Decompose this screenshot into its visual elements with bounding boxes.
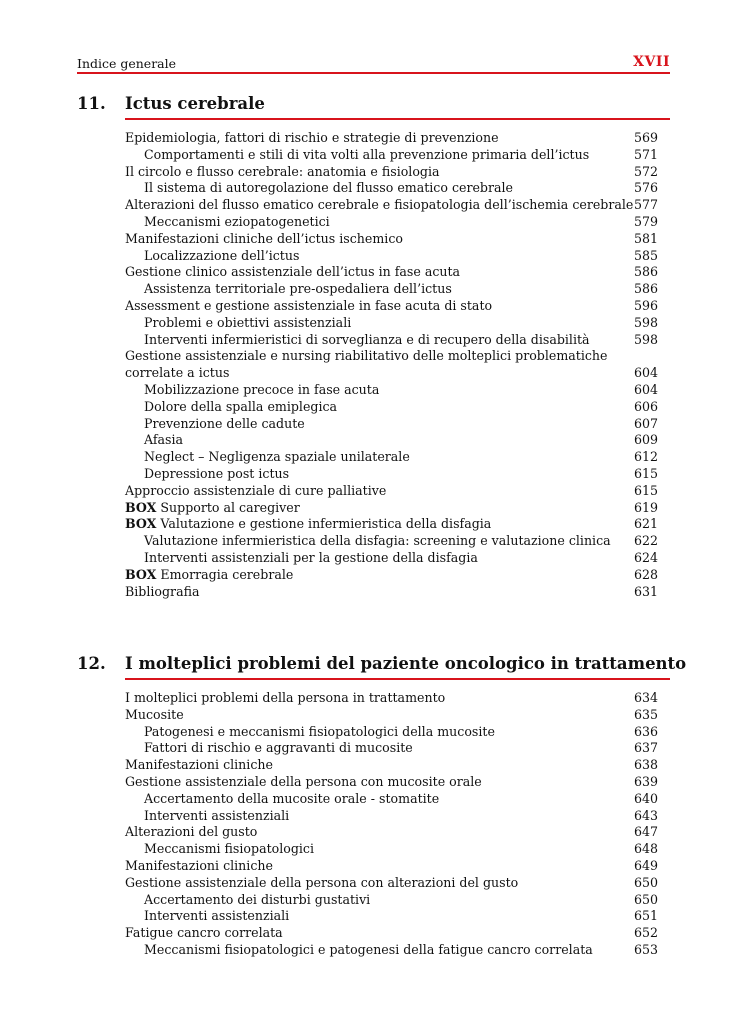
toc-entry-page: 649 bbox=[633, 857, 658, 873]
toc-entry-page: 619 bbox=[633, 499, 658, 515]
toc-entry-page: 638 bbox=[633, 757, 658, 773]
toc-entry-page: 596 bbox=[633, 297, 658, 313]
toc-entry-title bbox=[125, 432, 183, 447]
toc-entry-page: 615 bbox=[633, 482, 658, 498]
toc-entry-title bbox=[125, 416, 305, 431]
toc-entry-page: 571 bbox=[633, 146, 658, 162]
toc-entry-page: 651 bbox=[633, 908, 658, 924]
toc-entry-page: 637 bbox=[633, 740, 658, 756]
chapter-11 bbox=[77, 94, 670, 599]
toc-entry-text: Il sistema di autoregolazione del flusso ematico cerebrale bbox=[144, 180, 513, 196]
toc-entry[interactable] bbox=[125, 147, 670, 164]
toc-entry-text: Localizzazione dell’ictus bbox=[144, 247, 300, 263]
toc-entry[interactable] bbox=[125, 382, 670, 399]
toc-entry-page: 635 bbox=[633, 706, 658, 722]
toc-entry-page: 653 bbox=[633, 941, 658, 957]
toc-entry-title bbox=[125, 214, 330, 229]
toc-entry-title bbox=[125, 892, 370, 907]
toc-entry[interactable] bbox=[125, 466, 670, 483]
toc-entry-page: 586 bbox=[633, 281, 658, 297]
toc-entry[interactable] bbox=[125, 332, 670, 349]
toc-entry-text: Assistenza territoriale pre-ospedaliera dell’ictus bbox=[144, 281, 452, 297]
chapter-12 bbox=[77, 654, 687, 957]
toc-entry-page: 615 bbox=[633, 465, 658, 481]
toc-entry-text: Mucosite bbox=[125, 706, 184, 722]
toc-entry-text: Patogenesi e meccanismi fisiopatologici della mucosite bbox=[144, 723, 495, 739]
toc-entry-title bbox=[125, 584, 199, 599]
toc-entry-page: 604 bbox=[633, 381, 658, 397]
toc-entry-title bbox=[125, 248, 299, 263]
toc-entry[interactable] bbox=[125, 690, 670, 707]
running-header bbox=[77, 54, 670, 74]
toc-entry-title bbox=[125, 516, 491, 531]
toc-entry[interactable] bbox=[125, 500, 670, 517]
toc-entry-text: Manifestazioni cliniche bbox=[125, 857, 273, 873]
toc-entry-title bbox=[125, 332, 590, 347]
toc-entry[interactable] bbox=[125, 757, 670, 774]
toc-entry-title bbox=[125, 942, 593, 957]
toc-entry-title bbox=[125, 483, 386, 498]
toc-entry[interactable] bbox=[125, 164, 670, 181]
toc-entry-page: 572 bbox=[633, 163, 658, 179]
toc-entry[interactable] bbox=[125, 399, 670, 416]
toc-entry-page: 643 bbox=[633, 807, 658, 823]
toc-entry-text: I molteplici problemi della persona in trattamento bbox=[125, 690, 446, 705]
toc-entry[interactable] bbox=[125, 264, 670, 281]
toc-entry-title bbox=[125, 533, 611, 548]
toc-entry-text: Fatigue cancro correlata bbox=[125, 925, 283, 941]
toc-entry-page: 621 bbox=[633, 516, 658, 532]
toc-entry-page: 636 bbox=[633, 723, 658, 739]
toc-entry-text: Manifestazioni cliniche bbox=[125, 757, 273, 773]
toc-entry-page: 634 bbox=[633, 690, 658, 705]
toc-entry-page: 606 bbox=[633, 398, 658, 414]
toc-entry-text: Gestione assistenziale e nursing riabilitativo delle molteplici problematiche bbox=[125, 348, 608, 364]
chapter-rule bbox=[125, 678, 670, 680]
toc-entry[interactable] bbox=[125, 892, 670, 909]
toc-entry-title bbox=[125, 281, 452, 296]
toc-entry-page: 569 bbox=[633, 130, 658, 145]
toc-entry-title bbox=[125, 365, 229, 380]
toc-entry-page: 622 bbox=[633, 533, 658, 549]
toc-entry[interactable] bbox=[125, 416, 670, 433]
toc-entry-page: 650 bbox=[633, 891, 658, 907]
toc-entry[interactable] bbox=[125, 281, 670, 298]
toc-entry-page: 577 bbox=[633, 197, 658, 213]
toc-entry-title bbox=[125, 466, 289, 481]
toc-entry-title bbox=[125, 757, 273, 772]
toc-entry[interactable] bbox=[125, 516, 670, 533]
toc-entry-text: Mobilizzazione precoce in fase acuta bbox=[144, 381, 380, 397]
toc-entry-page: 639 bbox=[633, 773, 658, 789]
toc-entry-page: 652 bbox=[633, 925, 658, 941]
toc-entry-title bbox=[125, 740, 413, 755]
toc-entry-title bbox=[125, 164, 440, 179]
chapter-rule bbox=[125, 118, 670, 120]
toc-entry-text: Meccanismi eziopatogenetici bbox=[144, 213, 330, 229]
toc-entry-title bbox=[125, 824, 257, 839]
toc-entry-text: Depressione post ictus bbox=[144, 465, 290, 481]
box-tag: BOX bbox=[125, 499, 157, 515]
toc-entry[interactable] bbox=[125, 348, 670, 365]
toc-entry-text: Meccanismi fisiopatologici e patogenesi della fatigue cancro correlata bbox=[144, 941, 593, 957]
toc-entry[interactable] bbox=[125, 808, 670, 825]
toc-entry-text: Interventi assistenziali bbox=[144, 807, 290, 823]
chapter-number: 12. bbox=[77, 654, 106, 673]
toc-entry-text: Epidemiologia, fattori di rischio e strategie di prevenzione bbox=[125, 130, 499, 145]
toc-entry-text: Alterazioni del gusto bbox=[125, 824, 258, 840]
toc-entry-page: 598 bbox=[633, 314, 658, 330]
toc-entry-page: 612 bbox=[633, 449, 658, 465]
toc-entry[interactable] bbox=[125, 774, 670, 791]
toc-entry-title bbox=[125, 925, 283, 940]
toc-entry-text: Valutazione infermieristica della disfagia: screening e valutazione clinica bbox=[144, 533, 611, 549]
toc-entry[interactable] bbox=[125, 197, 670, 214]
toc-entry[interactable] bbox=[125, 214, 670, 231]
toc-entry-text: Dolore della spalla emiplegica bbox=[144, 398, 338, 414]
toc-entry-text: Interventi infermieristici di sorveglianza e di recupero della disabilità bbox=[144, 331, 590, 347]
toc-entry[interactable] bbox=[125, 130, 670, 147]
toc-entry-title bbox=[125, 774, 482, 789]
toc-entries bbox=[125, 690, 670, 959]
chapter-number: 11. bbox=[77, 94, 106, 113]
toc-entry[interactable] bbox=[125, 584, 670, 601]
toc-entry-title bbox=[125, 550, 478, 565]
toc-entry-title bbox=[125, 348, 608, 363]
toc-entry-text: Fattori di rischio e aggravanti di mucosite bbox=[144, 740, 413, 756]
running-header-page-number: XVII bbox=[633, 54, 670, 70]
toc-entry-title bbox=[125, 399, 337, 414]
toc-entry-page: 607 bbox=[633, 415, 658, 431]
toc-entry[interactable] bbox=[125, 567, 670, 584]
toc-entry-page: 604 bbox=[633, 365, 658, 381]
toc-entry-title bbox=[125, 449, 410, 464]
toc-entry-page: 598 bbox=[633, 331, 658, 347]
toc-entry-title bbox=[125, 707, 184, 722]
toc-entry-title bbox=[125, 841, 314, 856]
toc-entry[interactable] bbox=[125, 925, 670, 942]
toc-entry[interactable] bbox=[125, 231, 670, 248]
toc-entry-page: 609 bbox=[633, 432, 658, 448]
toc-entry[interactable] bbox=[125, 791, 670, 808]
toc-entry[interactable] bbox=[125, 483, 670, 500]
chapter-title: Ictus cerebrale bbox=[125, 94, 265, 113]
toc-entry-title bbox=[125, 567, 293, 582]
box-tag: BOX bbox=[125, 566, 157, 582]
toc-entry-title bbox=[125, 298, 492, 313]
toc-entry[interactable] bbox=[125, 315, 670, 332]
toc-entry[interactable] bbox=[125, 550, 670, 567]
toc-entry-page: 648 bbox=[633, 841, 658, 857]
chapter-heading bbox=[77, 94, 670, 120]
toc-entry-title bbox=[125, 130, 499, 145]
toc-entry-page: 579 bbox=[633, 213, 658, 229]
running-header-section: Indice generale bbox=[77, 56, 177, 71]
toc-entry[interactable] bbox=[125, 707, 670, 724]
toc-entry-title bbox=[125, 808, 289, 823]
toc-entry[interactable] bbox=[125, 432, 670, 449]
toc-entry-title bbox=[125, 690, 445, 705]
toc-entry-text: correlate a ictus bbox=[125, 365, 230, 381]
toc-entry-title bbox=[125, 724, 495, 739]
toc-entry-text: Neglect – Negligenza spaziale unilaterale bbox=[144, 449, 410, 465]
toc-entry[interactable] bbox=[125, 724, 670, 741]
toc-entry[interactable] bbox=[125, 908, 670, 925]
toc-entry-text: Emorragia cerebrale bbox=[156, 566, 294, 582]
toc-entry[interactable] bbox=[125, 875, 670, 892]
toc-entry-text: Prevenzione delle cadute bbox=[144, 415, 305, 431]
toc-entry-text: Assessment e gestione assistenziale in fase acuta di stato bbox=[125, 297, 493, 313]
toc-entry[interactable] bbox=[125, 740, 670, 757]
toc-entry-title bbox=[125, 382, 379, 397]
toc-entry[interactable] bbox=[125, 942, 670, 959]
toc-entry-page: 628 bbox=[633, 566, 658, 582]
toc-entry-title bbox=[125, 264, 460, 279]
toc-entry-text: Approccio assistenziale di cure palliative bbox=[125, 482, 387, 498]
toc-entry-text: Accertamento dei disturbi gustativi bbox=[144, 891, 371, 907]
toc-entry-page: 581 bbox=[633, 230, 658, 246]
toc-entry-title bbox=[125, 197, 633, 212]
toc-entry-text: Comportamenti e stili di vita volti alla prevenzione primaria dell’ictus bbox=[144, 146, 590, 162]
toc-entry-text: Manifestazioni cliniche dell’ictus ischemico bbox=[125, 230, 403, 246]
toc-entry-text: Gestione assistenziale della persona con mucosite orale bbox=[125, 773, 482, 789]
toc-entry-text: Problemi e obiettivi assistenziali bbox=[144, 314, 352, 330]
toc-entry-page: 624 bbox=[633, 549, 658, 565]
toc-entry[interactable] bbox=[125, 298, 670, 315]
toc-entry-title bbox=[125, 500, 300, 515]
toc-entries bbox=[125, 130, 670, 600]
toc-entry-page: 640 bbox=[633, 790, 658, 806]
toc-entry-title bbox=[125, 231, 403, 246]
toc-entry-page: 586 bbox=[633, 264, 658, 280]
toc-entry-text: Valutazione e gestione infermieristica della disfagia bbox=[156, 516, 492, 532]
toc-entry-text: Afasia bbox=[144, 432, 184, 448]
toc-entry-text: Accertamento della mucosite orale - stomatite bbox=[144, 790, 440, 806]
toc-entry[interactable] bbox=[125, 365, 670, 382]
toc-entry-text: Interventi assistenziali per la gestione della disfagia bbox=[144, 549, 478, 565]
toc-entry[interactable] bbox=[125, 533, 670, 550]
toc-entry-text: Gestione assistenziale della persona con alterazioni del gusto bbox=[125, 874, 519, 890]
toc-entry-page: 631 bbox=[633, 583, 658, 599]
toc-entry-page: 576 bbox=[633, 180, 658, 196]
toc-entry-text: Gestione clinico assistenziale dell’ictus in fase acuta bbox=[125, 264, 461, 280]
toc-entry-text: Alterazioni del flusso ematico cerebrale e fisiopatologia dell’ischemia cerebrale bbox=[125, 197, 634, 213]
toc-entry-text: Interventi assistenziali bbox=[144, 908, 290, 924]
toc-entry-text: Bibliografia bbox=[125, 583, 200, 599]
toc-entry-title bbox=[125, 908, 289, 923]
toc-entry[interactable] bbox=[125, 824, 670, 841]
toc-entry-title bbox=[125, 180, 513, 195]
toc-entry-text: Supporto al caregiver bbox=[156, 499, 300, 515]
toc-entry-title bbox=[125, 875, 518, 890]
toc-entry-text: Meccanismi fisiopatologici bbox=[144, 841, 315, 857]
toc-entry-title bbox=[125, 147, 589, 162]
toc-entry-title bbox=[125, 315, 351, 330]
toc-entry[interactable] bbox=[125, 449, 670, 466]
box-tag: BOX bbox=[125, 516, 157, 532]
toc-entry-text: Il circolo e flusso cerebrale: anatomia e fisiologia bbox=[125, 163, 440, 179]
toc-entry-title bbox=[125, 858, 273, 873]
chapter-title: I molteplici problemi del paziente oncologico in trattamento bbox=[125, 654, 687, 673]
toc-entry-page: 650 bbox=[633, 874, 658, 890]
toc-entry-page: 647 bbox=[633, 824, 658, 840]
toc-entry[interactable] bbox=[125, 841, 670, 858]
header-rule bbox=[77, 72, 670, 74]
toc-entry[interactable] bbox=[125, 180, 670, 197]
toc-entry-title bbox=[125, 791, 439, 806]
chapter-heading bbox=[77, 654, 687, 680]
toc-entry[interactable] bbox=[125, 248, 670, 265]
toc-entry[interactable] bbox=[125, 858, 670, 875]
toc-entry-page: 585 bbox=[633, 247, 658, 263]
